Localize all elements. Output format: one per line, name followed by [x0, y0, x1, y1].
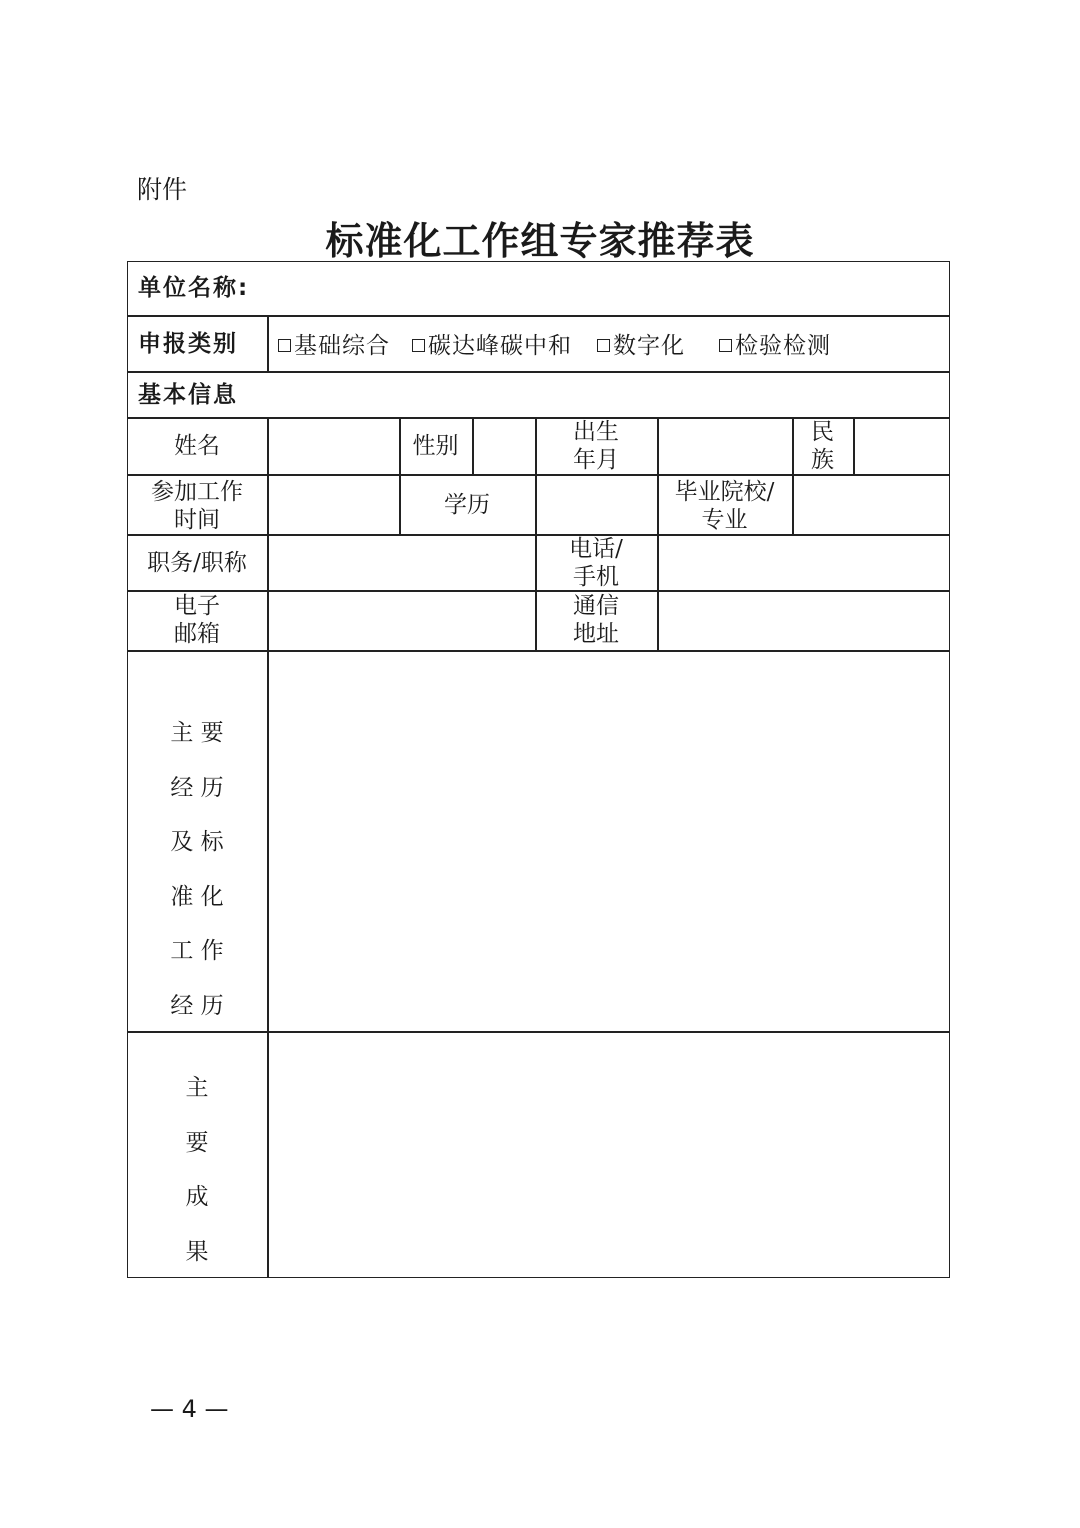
address-label: 通信 地址	[573, 593, 619, 647]
name-label: 姓名	[174, 433, 220, 459]
education-label: 学历	[444, 492, 490, 518]
position-title-field[interactable]	[268, 535, 534, 589]
category-option-basic[interactable]: 基础综合	[278, 327, 390, 360]
address-field[interactable]	[658, 591, 949, 649]
experience-field[interactable]	[268, 651, 949, 1030]
birth-date-label: 出生 年月	[573, 419, 619, 473]
experience-label: 主 要 经 历 及 标 准 化 工 作 经 历	[170, 720, 224, 1019]
category-option-carbon[interactable]: 碳达峰碳中和	[412, 327, 572, 360]
birth-date-field[interactable]	[658, 418, 791, 473]
gender-label: 性别	[412, 433, 459, 459]
row-divider	[127, 371, 950, 373]
page-number: — 4 —	[150, 1395, 229, 1423]
work-start-field[interactable]	[268, 475, 398, 533]
gender-field[interactable]	[473, 418, 534, 473]
phone-label: 电话/ 手机	[569, 536, 623, 590]
checkbox-icon	[597, 339, 610, 352]
email-label: 电子 邮箱	[174, 593, 220, 647]
category-label: 申报类别	[138, 331, 238, 357]
checkbox-icon	[412, 339, 425, 352]
ethnicity-label: 民 族	[811, 419, 834, 473]
education-field[interactable]	[536, 475, 656, 533]
school-major-label: 毕业院校/ 专业	[674, 479, 775, 533]
name-field[interactable]	[268, 418, 398, 473]
checkbox-icon	[719, 339, 732, 352]
position-title-label: 职务/职称	[147, 550, 247, 576]
col-divider	[267, 315, 269, 371]
achievements-field[interactable]	[268, 1032, 949, 1276]
page-title: 标准化工作组专家推荐表	[325, 218, 755, 263]
phone-field[interactable]	[658, 535, 949, 589]
row-divider	[127, 315, 950, 317]
work-start-label: 参加工作 时间	[151, 479, 243, 533]
category-option-inspection[interactable]: 检验检测	[719, 327, 831, 360]
basic-info-label: 基本信息	[138, 382, 238, 408]
unit-name-label: 单位名称:	[138, 275, 250, 301]
attachment-label: 附件	[137, 175, 188, 204]
achievements-label: 主 要 成 果	[185, 1075, 209, 1265]
ethnicity-field[interactable]	[854, 418, 949, 473]
school-major-field[interactable]	[793, 475, 949, 533]
email-field[interactable]	[268, 591, 534, 649]
checkbox-icon	[278, 339, 291, 352]
category-option-digital[interactable]: 数字化	[597, 327, 685, 360]
